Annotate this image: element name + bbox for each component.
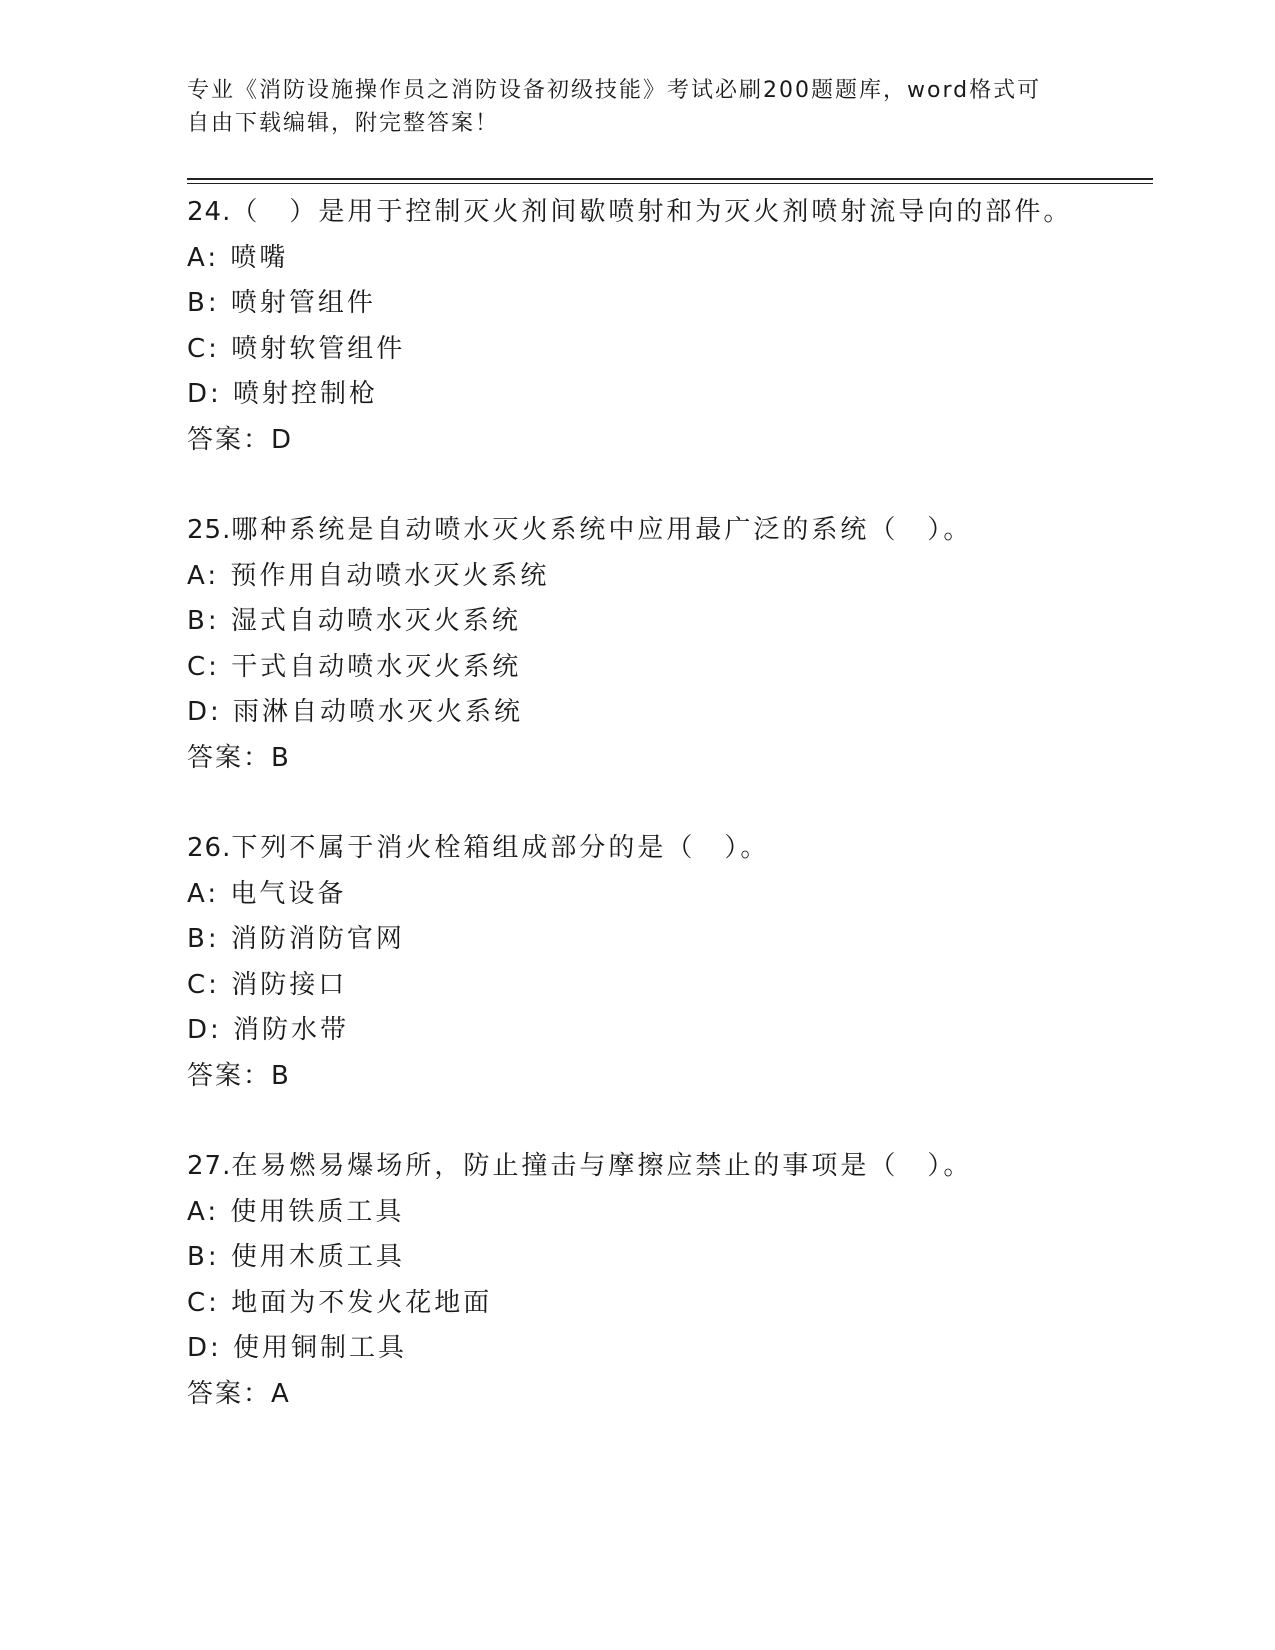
option-label: D: bbox=[187, 697, 222, 727]
option-text: 雨淋自动喷水灭火系统 bbox=[233, 697, 524, 727]
option-label: D: bbox=[187, 1015, 222, 1045]
option-text: 湿式自动喷水灭火系统 bbox=[230, 606, 521, 636]
option-a bbox=[187, 554, 1153, 600]
option-text: 使用铜制工具 bbox=[233, 1333, 408, 1363]
option-label: B: bbox=[187, 1242, 220, 1272]
question-number: 26. bbox=[187, 833, 232, 863]
answer-value: A bbox=[271, 1378, 291, 1409]
option-b bbox=[187, 599, 1153, 645]
option-label: C: bbox=[187, 333, 220, 364]
option-label: A: bbox=[187, 242, 220, 273]
option-d bbox=[187, 1008, 1153, 1054]
option-a bbox=[187, 872, 1153, 918]
question-text: 哪种系统是自动喷水灭火系统中应用最广泛的系统（ ）。 bbox=[231, 515, 973, 545]
option-text: 使用铁质工具 bbox=[230, 1196, 405, 1227]
question-stem bbox=[187, 826, 1153, 872]
question-25 bbox=[187, 508, 1153, 826]
option-label: C: bbox=[187, 969, 220, 1000]
option-label: D: bbox=[187, 379, 222, 409]
answer-label: 答案： bbox=[187, 1060, 272, 1091]
option-c bbox=[187, 963, 1153, 1009]
option-label: C: bbox=[187, 651, 220, 682]
option-b bbox=[187, 917, 1153, 963]
option-label: A: bbox=[187, 878, 220, 909]
option-text: 喷射软管组件 bbox=[231, 333, 406, 364]
answer-value: B bbox=[271, 742, 291, 773]
option-c bbox=[187, 327, 1153, 373]
question-text: 下列不属于消火栓箱组成部分的是（ ）。 bbox=[231, 833, 770, 863]
option-d bbox=[187, 1326, 1153, 1372]
answer-value: B bbox=[271, 1060, 291, 1091]
option-c bbox=[187, 645, 1153, 691]
question-stem bbox=[187, 1144, 1153, 1190]
option-a bbox=[187, 1190, 1153, 1236]
option-label: C: bbox=[187, 1287, 220, 1318]
question-27 bbox=[187, 1144, 1153, 1462]
option-text: 喷嘴 bbox=[230, 242, 289, 273]
option-text: 预作用自动喷水灭火系统 bbox=[230, 560, 550, 591]
option-c bbox=[187, 1281, 1153, 1327]
question-number: 25. bbox=[187, 515, 232, 545]
option-text: 喷射控制枪 bbox=[233, 379, 379, 409]
option-label: B: bbox=[187, 924, 220, 954]
question-26 bbox=[187, 826, 1153, 1144]
header-divider-thick bbox=[187, 178, 1153, 180]
option-label: A: bbox=[187, 560, 220, 591]
answer-line bbox=[187, 418, 1153, 464]
header-line-1: 专业《消防设施操作员之消防设备初级技能》考试必刷200题题库，word格式可 bbox=[187, 78, 1042, 103]
answer-label: 答案： bbox=[187, 1378, 272, 1409]
option-d bbox=[187, 690, 1153, 736]
option-label: B: bbox=[187, 288, 220, 318]
answer-value: D bbox=[271, 424, 294, 455]
question-stem bbox=[187, 508, 1153, 554]
option-label: B: bbox=[187, 606, 220, 636]
answer-line bbox=[187, 1054, 1153, 1100]
question-stem bbox=[187, 190, 1153, 236]
option-text: 干式自动喷水灭火系统 bbox=[231, 651, 522, 682]
option-text: 消防接口 bbox=[231, 969, 348, 1000]
option-label: D: bbox=[187, 1333, 222, 1363]
option-text: 消防水带 bbox=[233, 1015, 350, 1045]
answer-label: 答案： bbox=[187, 742, 272, 773]
option-b bbox=[187, 281, 1153, 327]
question-text: 在易燃易爆场所，防止撞击与摩擦应禁止的事项是（ ）。 bbox=[231, 1151, 973, 1181]
question-24 bbox=[187, 190, 1153, 508]
question-number: 24. bbox=[187, 197, 232, 227]
document-header bbox=[187, 74, 1087, 140]
question-text: （ ）是用于控制灭火剂间歇喷射和为灭火剂喷射流导向的部件。 bbox=[231, 197, 1073, 227]
answer-line bbox=[187, 1372, 1153, 1418]
option-text: 使用木质工具 bbox=[230, 1242, 405, 1272]
question-list bbox=[187, 190, 1153, 1462]
header-line-2: 自由下载编辑，附完整答案！ bbox=[187, 111, 500, 136]
answer-label: 答案： bbox=[187, 424, 272, 455]
option-label: A: bbox=[187, 1196, 220, 1227]
option-text: 电气设备 bbox=[230, 878, 347, 909]
option-text: 消防消防官网 bbox=[230, 924, 405, 954]
option-text: 地面为不发火花地面 bbox=[231, 1287, 493, 1318]
option-d bbox=[187, 372, 1153, 418]
option-text: 喷射管组件 bbox=[230, 288, 376, 318]
answer-line bbox=[187, 736, 1153, 782]
header-divider-thin bbox=[187, 183, 1153, 184]
option-a bbox=[187, 236, 1153, 282]
option-b bbox=[187, 1235, 1153, 1281]
question-number: 27. bbox=[187, 1151, 232, 1181]
